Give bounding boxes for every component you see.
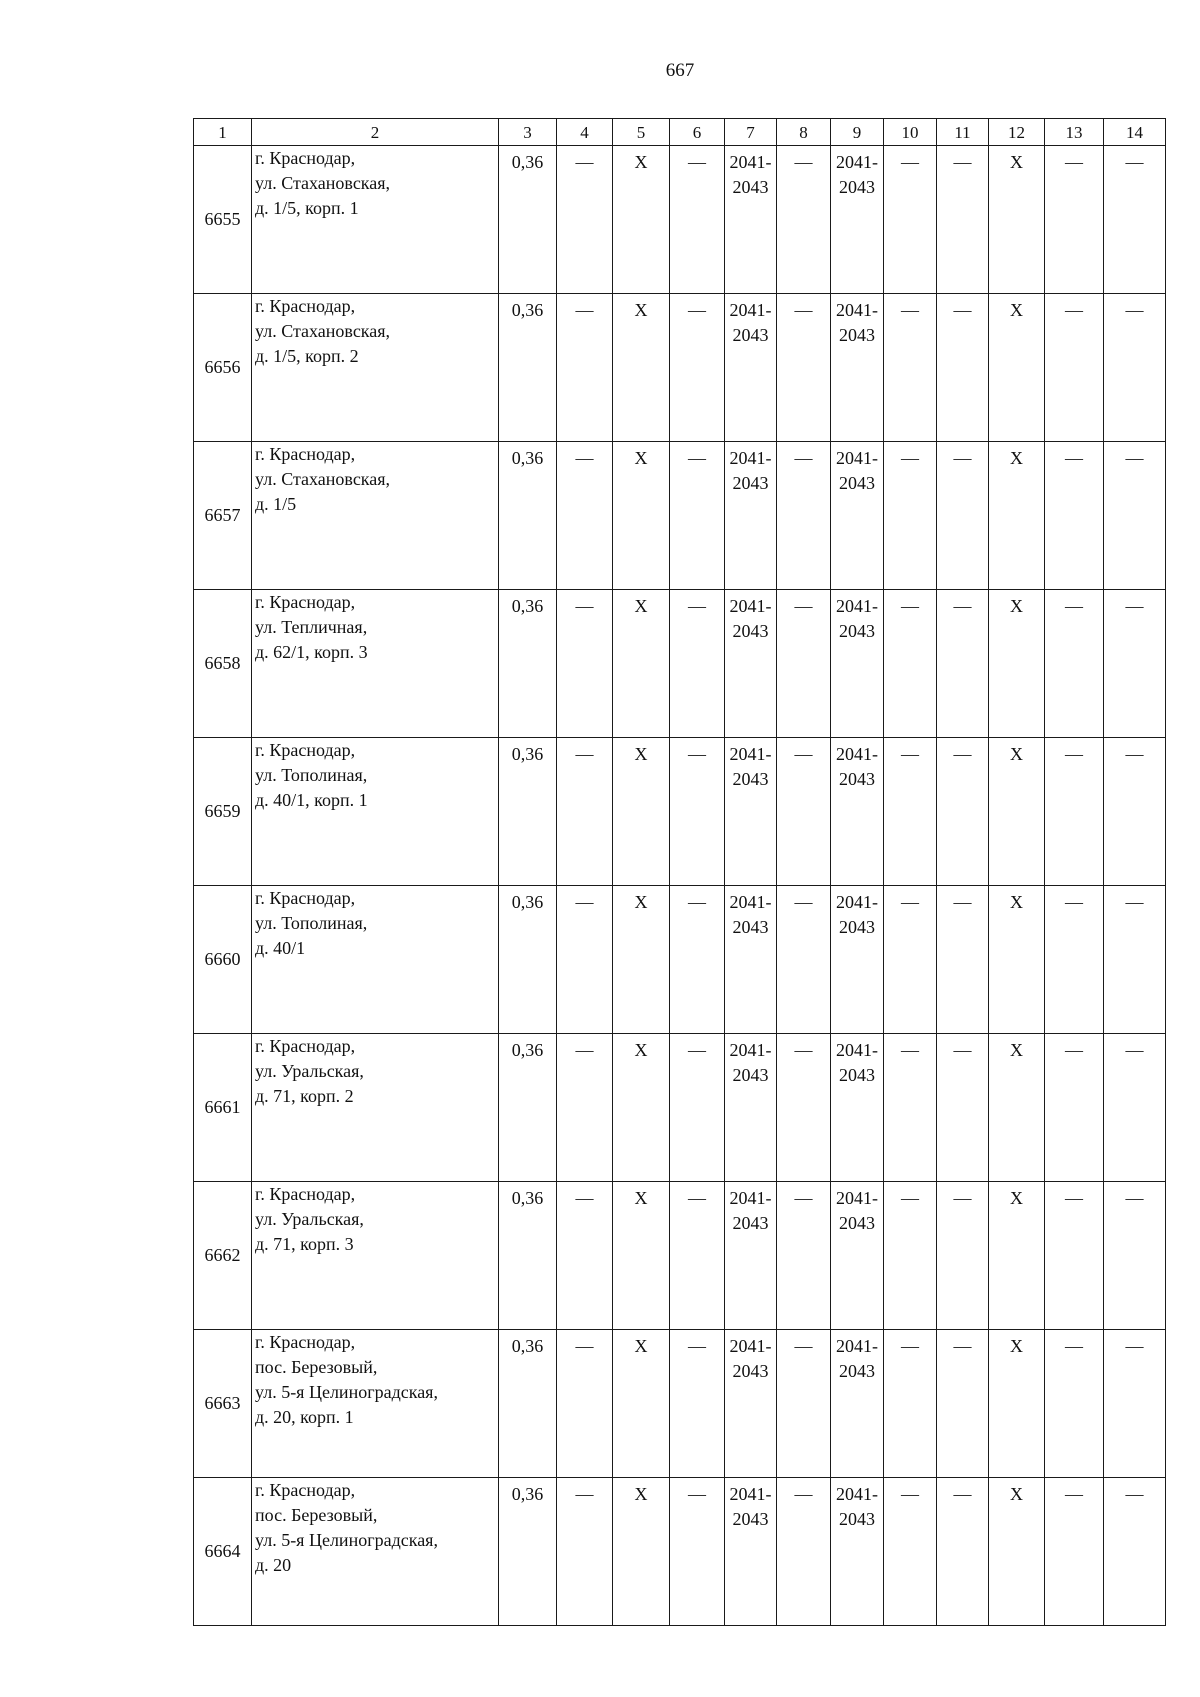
- column-header-13: 13: [1045, 119, 1104, 146]
- cell-col-4: —: [557, 1034, 613, 1182]
- cell-col-8: —: [777, 294, 831, 442]
- cell-col-5: X: [613, 1182, 670, 1330]
- column-header-7: 7: [725, 119, 777, 146]
- cell-col-11: —: [937, 146, 989, 294]
- year-range-cell-col-9: [831, 294, 884, 442]
- row-number: 6656: [194, 294, 252, 442]
- table-row: [194, 1034, 1166, 1182]
- row-number: 6662: [194, 1182, 252, 1330]
- cell-col-5: X: [613, 442, 670, 590]
- column-header-11: 11: [937, 119, 989, 146]
- column-header-1: 1: [194, 119, 252, 146]
- year-range-cell-col-7: [725, 442, 777, 590]
- column-header-3: 3: [499, 119, 557, 146]
- year-range-cell-col-7: [725, 1330, 777, 1478]
- year-range-cell-col-9: [831, 442, 884, 590]
- cell-col-5: X: [613, 1034, 670, 1182]
- address-line: ул. Стахановская,: [255, 469, 391, 489]
- year-range-cell-col-7: [725, 294, 777, 442]
- cell-col-10: —: [884, 1034, 937, 1182]
- address-line: г. Краснодар,: [255, 148, 356, 168]
- year-range-line: 2041-: [729, 596, 772, 616]
- address-line: ул. Тополиная,: [255, 913, 368, 933]
- address-line: д. 40/1, корп. 1: [255, 790, 368, 810]
- register-table: [193, 118, 1166, 1626]
- cell-col-6: —: [670, 442, 725, 590]
- cell-col-13: —: [1045, 1182, 1104, 1330]
- cell-col-13: —: [1045, 1330, 1104, 1478]
- row-number: 6658: [194, 590, 252, 738]
- year-range-cell-col-9: [831, 1330, 884, 1478]
- cell-col-12: X: [989, 294, 1045, 442]
- row-number: 6661: [194, 1034, 252, 1182]
- cell-col-14: —: [1104, 1182, 1166, 1330]
- table-row: [194, 1478, 1166, 1626]
- cell-col-11: —: [937, 442, 989, 590]
- cell-col-13: —: [1045, 590, 1104, 738]
- cell-col-5: X: [613, 1478, 670, 1626]
- year-range-line: 2041-: [836, 892, 878, 912]
- table-body: [194, 146, 1166, 1626]
- year-range-line: 2041-: [729, 152, 772, 172]
- cell-col-10: —: [884, 442, 937, 590]
- cell-col-8: —: [777, 738, 831, 886]
- address-line: пос. Березовый,: [255, 1505, 378, 1525]
- cell-col-6: —: [670, 1182, 725, 1330]
- value-cell: 0,36: [499, 146, 557, 294]
- year-range-line: 2041-: [729, 1188, 772, 1208]
- cell-col-6: —: [670, 738, 725, 886]
- year-range-line: 2043: [732, 473, 769, 493]
- cell-col-8: —: [777, 590, 831, 738]
- cell-col-12: X: [989, 1478, 1045, 1626]
- year-range-line: 2041-: [836, 1188, 878, 1208]
- cell-col-4: —: [557, 590, 613, 738]
- address-cell: [252, 1478, 499, 1626]
- address-line: г. Краснодар,: [255, 1036, 356, 1056]
- year-range-line: 2043: [732, 1065, 769, 1085]
- cell-col-14: —: [1104, 442, 1166, 590]
- year-range-line: 2043: [839, 1361, 875, 1381]
- column-header-9: 9: [831, 119, 884, 146]
- cell-col-8: —: [777, 1034, 831, 1182]
- year-range-line: 2043: [839, 621, 875, 641]
- year-range-line: 2041-: [729, 300, 772, 320]
- year-range-cell-col-9: [831, 1478, 884, 1626]
- row-number: 6660: [194, 886, 252, 1034]
- address-line: д. 20, корп. 1: [255, 1407, 354, 1427]
- cell-col-14: —: [1104, 1478, 1166, 1626]
- year-range-line: 2043: [839, 473, 875, 493]
- address-cell: [252, 738, 499, 886]
- address-line: г. Краснодар,: [255, 1332, 356, 1352]
- address-line: ул. Тепличная,: [255, 617, 368, 637]
- cell-col-13: —: [1045, 294, 1104, 442]
- cell-col-12: X: [989, 1330, 1045, 1478]
- cell-col-6: —: [670, 146, 725, 294]
- year-range-line: 2041-: [836, 300, 878, 320]
- table-row: [194, 294, 1166, 442]
- year-range-line: 2041-: [836, 596, 878, 616]
- address-line: д. 20: [255, 1555, 292, 1575]
- year-range-line: 2041-: [836, 1484, 878, 1504]
- cell-col-8: —: [777, 1330, 831, 1478]
- table-row: [194, 886, 1166, 1034]
- row-number: 6657: [194, 442, 252, 590]
- address-line: ул. Стахановская,: [255, 173, 391, 193]
- cell-col-12: X: [989, 146, 1045, 294]
- address-line: пос. Березовый,: [255, 1357, 378, 1377]
- row-number: 6659: [194, 738, 252, 886]
- address-line: ул. 5-я Целиноградская,: [255, 1530, 438, 1550]
- cell-col-5: X: [613, 1330, 670, 1478]
- year-range-line: 2041-: [729, 892, 772, 912]
- cell-col-6: —: [670, 1330, 725, 1478]
- cell-col-4: —: [557, 442, 613, 590]
- cell-col-13: —: [1045, 738, 1104, 886]
- year-range-line: 2041-: [729, 1336, 772, 1356]
- cell-col-12: X: [989, 590, 1045, 738]
- cell-col-13: —: [1045, 886, 1104, 1034]
- cell-col-11: —: [937, 1478, 989, 1626]
- year-range-cell-col-7: [725, 146, 777, 294]
- year-range-line: 2041-: [836, 1336, 878, 1356]
- address-line: ул. Тополиная,: [255, 765, 368, 785]
- year-range-line: 2043: [839, 769, 875, 789]
- address-line: ул. Уральская,: [255, 1061, 364, 1081]
- cell-col-4: —: [557, 738, 613, 886]
- table-row: [194, 442, 1166, 590]
- column-header-4: 4: [557, 119, 613, 146]
- column-header-12: 12: [989, 119, 1045, 146]
- address-cell: [252, 886, 499, 1034]
- address-line: г. Краснодар,: [255, 296, 356, 316]
- cell-col-11: —: [937, 738, 989, 886]
- year-range-cell-col-7: [725, 886, 777, 1034]
- cell-col-11: —: [937, 1034, 989, 1182]
- table-row: [194, 738, 1166, 886]
- cell-col-10: —: [884, 590, 937, 738]
- cell-col-11: —: [937, 590, 989, 738]
- cell-col-11: —: [937, 294, 989, 442]
- address-line: д. 1/5: [255, 494, 297, 514]
- address-line: ул. 5-я Целиноградская,: [255, 1382, 438, 1402]
- row-number: 6664: [194, 1478, 252, 1626]
- year-range-line: 2043: [839, 1065, 875, 1085]
- year-range-line: 2041-: [729, 744, 772, 764]
- column-header-14: 14: [1104, 119, 1166, 146]
- cell-col-14: —: [1104, 1330, 1166, 1478]
- address-line: г. Краснодар,: [255, 444, 356, 464]
- address-line: г. Краснодар,: [255, 740, 356, 760]
- address-line: г. Краснодар,: [255, 1480, 356, 1500]
- cell-col-4: —: [557, 1330, 613, 1478]
- row-number: 6655: [194, 146, 252, 294]
- cell-col-10: —: [884, 738, 937, 886]
- cell-col-14: —: [1104, 886, 1166, 1034]
- cell-col-8: —: [777, 146, 831, 294]
- cell-col-8: —: [777, 442, 831, 590]
- year-range-line: 2041-: [836, 152, 878, 172]
- cell-col-4: —: [557, 294, 613, 442]
- cell-col-12: X: [989, 1034, 1045, 1182]
- year-range-line: 2043: [732, 1509, 769, 1529]
- cell-col-8: —: [777, 1182, 831, 1330]
- address-cell: [252, 442, 499, 590]
- year-range-line: 2041-: [729, 1040, 772, 1060]
- column-header-10: 10: [884, 119, 937, 146]
- cell-col-13: —: [1045, 1478, 1104, 1626]
- address-line: д. 40/1: [255, 938, 306, 958]
- year-range-cell-col-7: [725, 1034, 777, 1182]
- table-row: [194, 590, 1166, 738]
- value-cell: 0,36: [499, 1182, 557, 1330]
- address-line: ул. Уральская,: [255, 1209, 364, 1229]
- cell-col-12: X: [989, 738, 1045, 886]
- cell-col-8: —: [777, 886, 831, 1034]
- value-cell: 0,36: [499, 1330, 557, 1478]
- row-number: 6663: [194, 1330, 252, 1478]
- year-range-cell-col-7: [725, 1478, 777, 1626]
- address-cell: [252, 590, 499, 738]
- cell-col-14: —: [1104, 1034, 1166, 1182]
- cell-col-14: —: [1104, 146, 1166, 294]
- value-cell: 0,36: [499, 1478, 557, 1626]
- address-cell: [252, 1182, 499, 1330]
- cell-col-14: —: [1104, 738, 1166, 886]
- cell-col-13: —: [1045, 442, 1104, 590]
- value-cell: 0,36: [499, 738, 557, 886]
- address-cell: [252, 146, 499, 294]
- cell-col-5: X: [613, 590, 670, 738]
- table-row: [194, 146, 1166, 294]
- value-cell: 0,36: [499, 442, 557, 590]
- cell-col-6: —: [670, 1478, 725, 1626]
- column-header-2: 2: [252, 119, 499, 146]
- address-line: д. 1/5, корп. 1: [255, 198, 359, 218]
- year-range-cell-col-7: [725, 738, 777, 886]
- cell-col-6: —: [670, 590, 725, 738]
- cell-col-10: —: [884, 146, 937, 294]
- column-header-row: [194, 119, 1166, 146]
- address-line: д. 62/1, корп. 3: [255, 642, 368, 662]
- year-range-line: 2043: [839, 1213, 875, 1233]
- cell-col-11: —: [937, 1182, 989, 1330]
- address-line: д. 71, корп. 2: [255, 1086, 354, 1106]
- year-range-line: 2043: [732, 1213, 769, 1233]
- address-line: г. Краснодар,: [255, 592, 356, 612]
- cell-col-13: —: [1045, 1034, 1104, 1182]
- year-range-cell-col-9: [831, 590, 884, 738]
- cell-col-6: —: [670, 1034, 725, 1182]
- year-range-line: 2041-: [836, 744, 878, 764]
- cell-col-10: —: [884, 1182, 937, 1330]
- column-header-6: 6: [670, 119, 725, 146]
- address-cell: [252, 1034, 499, 1182]
- cell-col-4: —: [557, 146, 613, 294]
- year-range-line: 2043: [839, 177, 875, 197]
- table-row: [194, 1182, 1166, 1330]
- address-line: д. 71, корп. 3: [255, 1234, 354, 1254]
- cell-col-4: —: [557, 1182, 613, 1330]
- year-range-cell-col-7: [725, 590, 777, 738]
- cell-col-11: —: [937, 886, 989, 1034]
- year-range-line: 2043: [839, 917, 875, 937]
- cell-col-12: X: [989, 442, 1045, 590]
- year-range-cell-col-9: [831, 1182, 884, 1330]
- address-line: г. Краснодар,: [255, 1184, 356, 1204]
- year-range-line: 2043: [732, 1361, 769, 1381]
- cell-col-10: —: [884, 1330, 937, 1478]
- address-cell: [252, 294, 499, 442]
- cell-col-8: —: [777, 1478, 831, 1626]
- cell-col-5: X: [613, 738, 670, 886]
- page-number: 667: [665, 60, 695, 81]
- year-range-cell-col-9: [831, 1034, 884, 1182]
- cell-col-12: X: [989, 886, 1045, 1034]
- year-range-line: 2043: [732, 177, 769, 197]
- cell-col-5: X: [613, 294, 670, 442]
- cell-col-6: —: [670, 886, 725, 1034]
- value-cell: 0,36: [499, 590, 557, 738]
- year-range-line: 2043: [732, 769, 769, 789]
- cell-col-4: —: [557, 886, 613, 1034]
- cell-col-10: —: [884, 294, 937, 442]
- cell-col-6: —: [670, 294, 725, 442]
- address-line: д. 1/5, корп. 2: [255, 346, 359, 366]
- cell-col-5: X: [613, 146, 670, 294]
- cell-col-10: —: [884, 886, 937, 1034]
- cell-col-4: —: [557, 1478, 613, 1626]
- address-line: ул. Стахановская,: [255, 321, 391, 341]
- year-range-cell-col-9: [831, 146, 884, 294]
- cell-col-5: X: [613, 886, 670, 1034]
- year-range-line: 2041-: [836, 448, 878, 468]
- value-cell: 0,36: [499, 1034, 557, 1182]
- cell-col-14: —: [1104, 294, 1166, 442]
- year-range-line: 2041-: [836, 1040, 878, 1060]
- cell-col-10: —: [884, 1478, 937, 1626]
- year-range-line: 2043: [839, 1509, 875, 1529]
- year-range-line: 2043: [732, 325, 769, 345]
- cell-col-14: —: [1104, 590, 1166, 738]
- year-range-cell-col-9: [831, 886, 884, 1034]
- year-range-line: 2043: [732, 621, 769, 641]
- table-row: [194, 1330, 1166, 1478]
- cell-col-12: X: [989, 1182, 1045, 1330]
- year-range-cell-col-9: [831, 738, 884, 886]
- address-line: г. Краснодар,: [255, 888, 356, 908]
- year-range-cell-col-7: [725, 1182, 777, 1330]
- year-range-line: 2043: [839, 325, 875, 345]
- year-range-line: 2041-: [729, 1484, 772, 1504]
- value-cell: 0,36: [499, 294, 557, 442]
- column-header-8: 8: [777, 119, 831, 146]
- address-cell: [252, 1330, 499, 1478]
- value-cell: 0,36: [499, 886, 557, 1034]
- cell-col-11: —: [937, 1330, 989, 1478]
- year-range-line: 2043: [732, 917, 769, 937]
- column-header-5: 5: [613, 119, 670, 146]
- year-range-line: 2041-: [729, 448, 772, 468]
- cell-col-13: —: [1045, 146, 1104, 294]
